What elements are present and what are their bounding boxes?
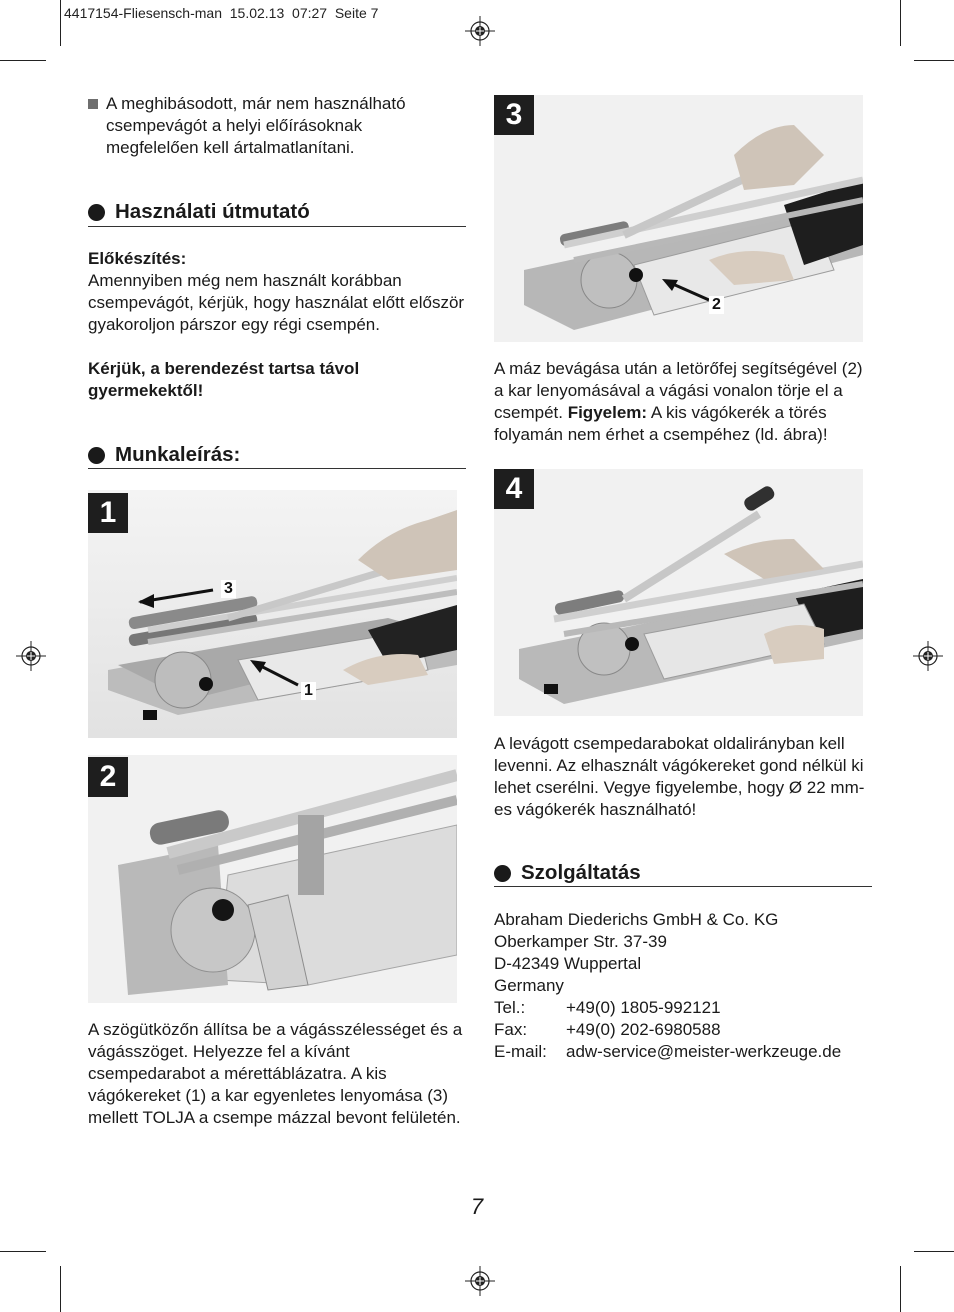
contact-label: Tel.: <box>494 998 526 1017</box>
contact-row-email <box>494 1041 841 1063</box>
figure-2-number: 2 <box>88 757 128 797</box>
crop-mark <box>914 1251 954 1252</box>
bullet-dot-icon <box>88 447 105 464</box>
crop-mark <box>900 1266 901 1312</box>
figure-4-photo <box>494 469 863 716</box>
contact-row-fax <box>494 1019 841 1041</box>
heading-rule <box>88 226 466 227</box>
page-number: 7 <box>470 1194 484 1219</box>
figure-1-callout-3: 3 <box>221 580 236 598</box>
break-text-before: A máz bevágása után a letörőfej segítségével (2) a kar lenyomásával a vágási vonalon törje el a csempét. <box>494 359 863 422</box>
usage-heading-text: Használati útmutató <box>115 200 310 223</box>
disposal-note-text: A meghibásodott, már nem használható csempevágót a helyi előírásoknak megfelelően kell ártalmatlanítani. <box>106 94 406 157</box>
address-line: Oberkamper Str. 37-39 <box>494 932 667 951</box>
contact-row-phone <box>494 997 841 1019</box>
heading-rule <box>494 886 872 887</box>
prep-text: Amennyiben még nem használt korábban csempevágót, kérjük, hogy használat előtt először gyakoroljon párszor egy régi csempén. <box>88 271 465 334</box>
crop-mark <box>0 1251 46 1252</box>
crop-mark <box>60 1266 61 1312</box>
heading-rule <box>88 468 466 469</box>
address-line: D-42349 Wuppertal <box>494 954 642 973</box>
contact-value: +49(0) 202-6980588 <box>566 1020 721 1039</box>
bullet-dot-icon <box>494 865 511 882</box>
contact-table <box>494 997 841 1063</box>
service-heading <box>494 861 641 885</box>
figure-1-number: 1 <box>88 493 128 533</box>
disposal-note <box>88 93 468 159</box>
address-line: Abraham Diederichs GmbH & Co. KG <box>494 910 779 929</box>
address-line: Germany <box>494 976 564 995</box>
work-heading <box>88 443 240 467</box>
break-text-after: A kis vágókerék a törés folyamán nem érhet a csempéhez (ld. ábra)! <box>494 403 828 444</box>
crop-mark <box>900 0 901 46</box>
square-bullet-icon <box>88 99 98 109</box>
service-address <box>494 909 841 1063</box>
usage-heading <box>88 200 310 224</box>
children-warning: Kérjük, a berendezést tartsa távol gyermekektől! <box>88 359 360 400</box>
work-heading-text: Munkaleírás: <box>115 443 241 466</box>
print-slug: 4417154-Fliesensch-man 15.02.13 07:27 Seite 7 <box>64 5 379 21</box>
attention-label: Figyelem: <box>567 403 648 422</box>
bullet-dot-icon <box>88 204 105 221</box>
registration-mark-icon <box>465 1266 495 1296</box>
contact-value: adw-service@meister-werkzeuge.de <box>566 1042 842 1061</box>
figure-2-photo <box>88 755 457 1003</box>
crop-mark <box>60 0 61 46</box>
registration-mark-icon <box>465 16 495 46</box>
crop-mark <box>0 60 46 61</box>
figure-4-number: 4 <box>494 469 534 509</box>
figure-3-number: 3 <box>494 95 534 135</box>
contact-label: E-mail: <box>494 1042 547 1061</box>
figure-3-callout-2: 2 <box>709 296 724 314</box>
figure-3-photo <box>494 95 863 342</box>
contact-value: +49(0) 1805-992121 <box>566 998 721 1017</box>
contact-label: Fax: <box>494 1020 528 1039</box>
figure-1-photo <box>88 490 457 738</box>
prep-title: Előkészítés: <box>88 249 187 268</box>
remove-instructions: A levágott csempedarabokat oldalirányban kell levenni. Az elhasznált vágókereket gond nélkül ki lehet cserélni. Vegye figyelembe, hogy Ø 22 mm-es vágókerék használható! <box>494 734 865 819</box>
registration-mark-icon <box>913 641 943 671</box>
figure-1-callout-1: 1 <box>301 682 316 700</box>
registration-mark-icon <box>16 641 46 671</box>
break-instructions <box>494 358 874 446</box>
service-heading-text: Szolgáltatás <box>521 861 641 884</box>
crop-mark <box>914 60 954 61</box>
work-instructions: A szögütközőn állítsa be a vágásszélességet és a vágásszöget. Helyezze fel a kívánt csempedarabot a mérettáblázatra. A kis vágókereket (1) a kar egyenletes lenyomása (3) mellett TOLJA a csempe mázzal bevont felületén. <box>88 1020 463 1127</box>
